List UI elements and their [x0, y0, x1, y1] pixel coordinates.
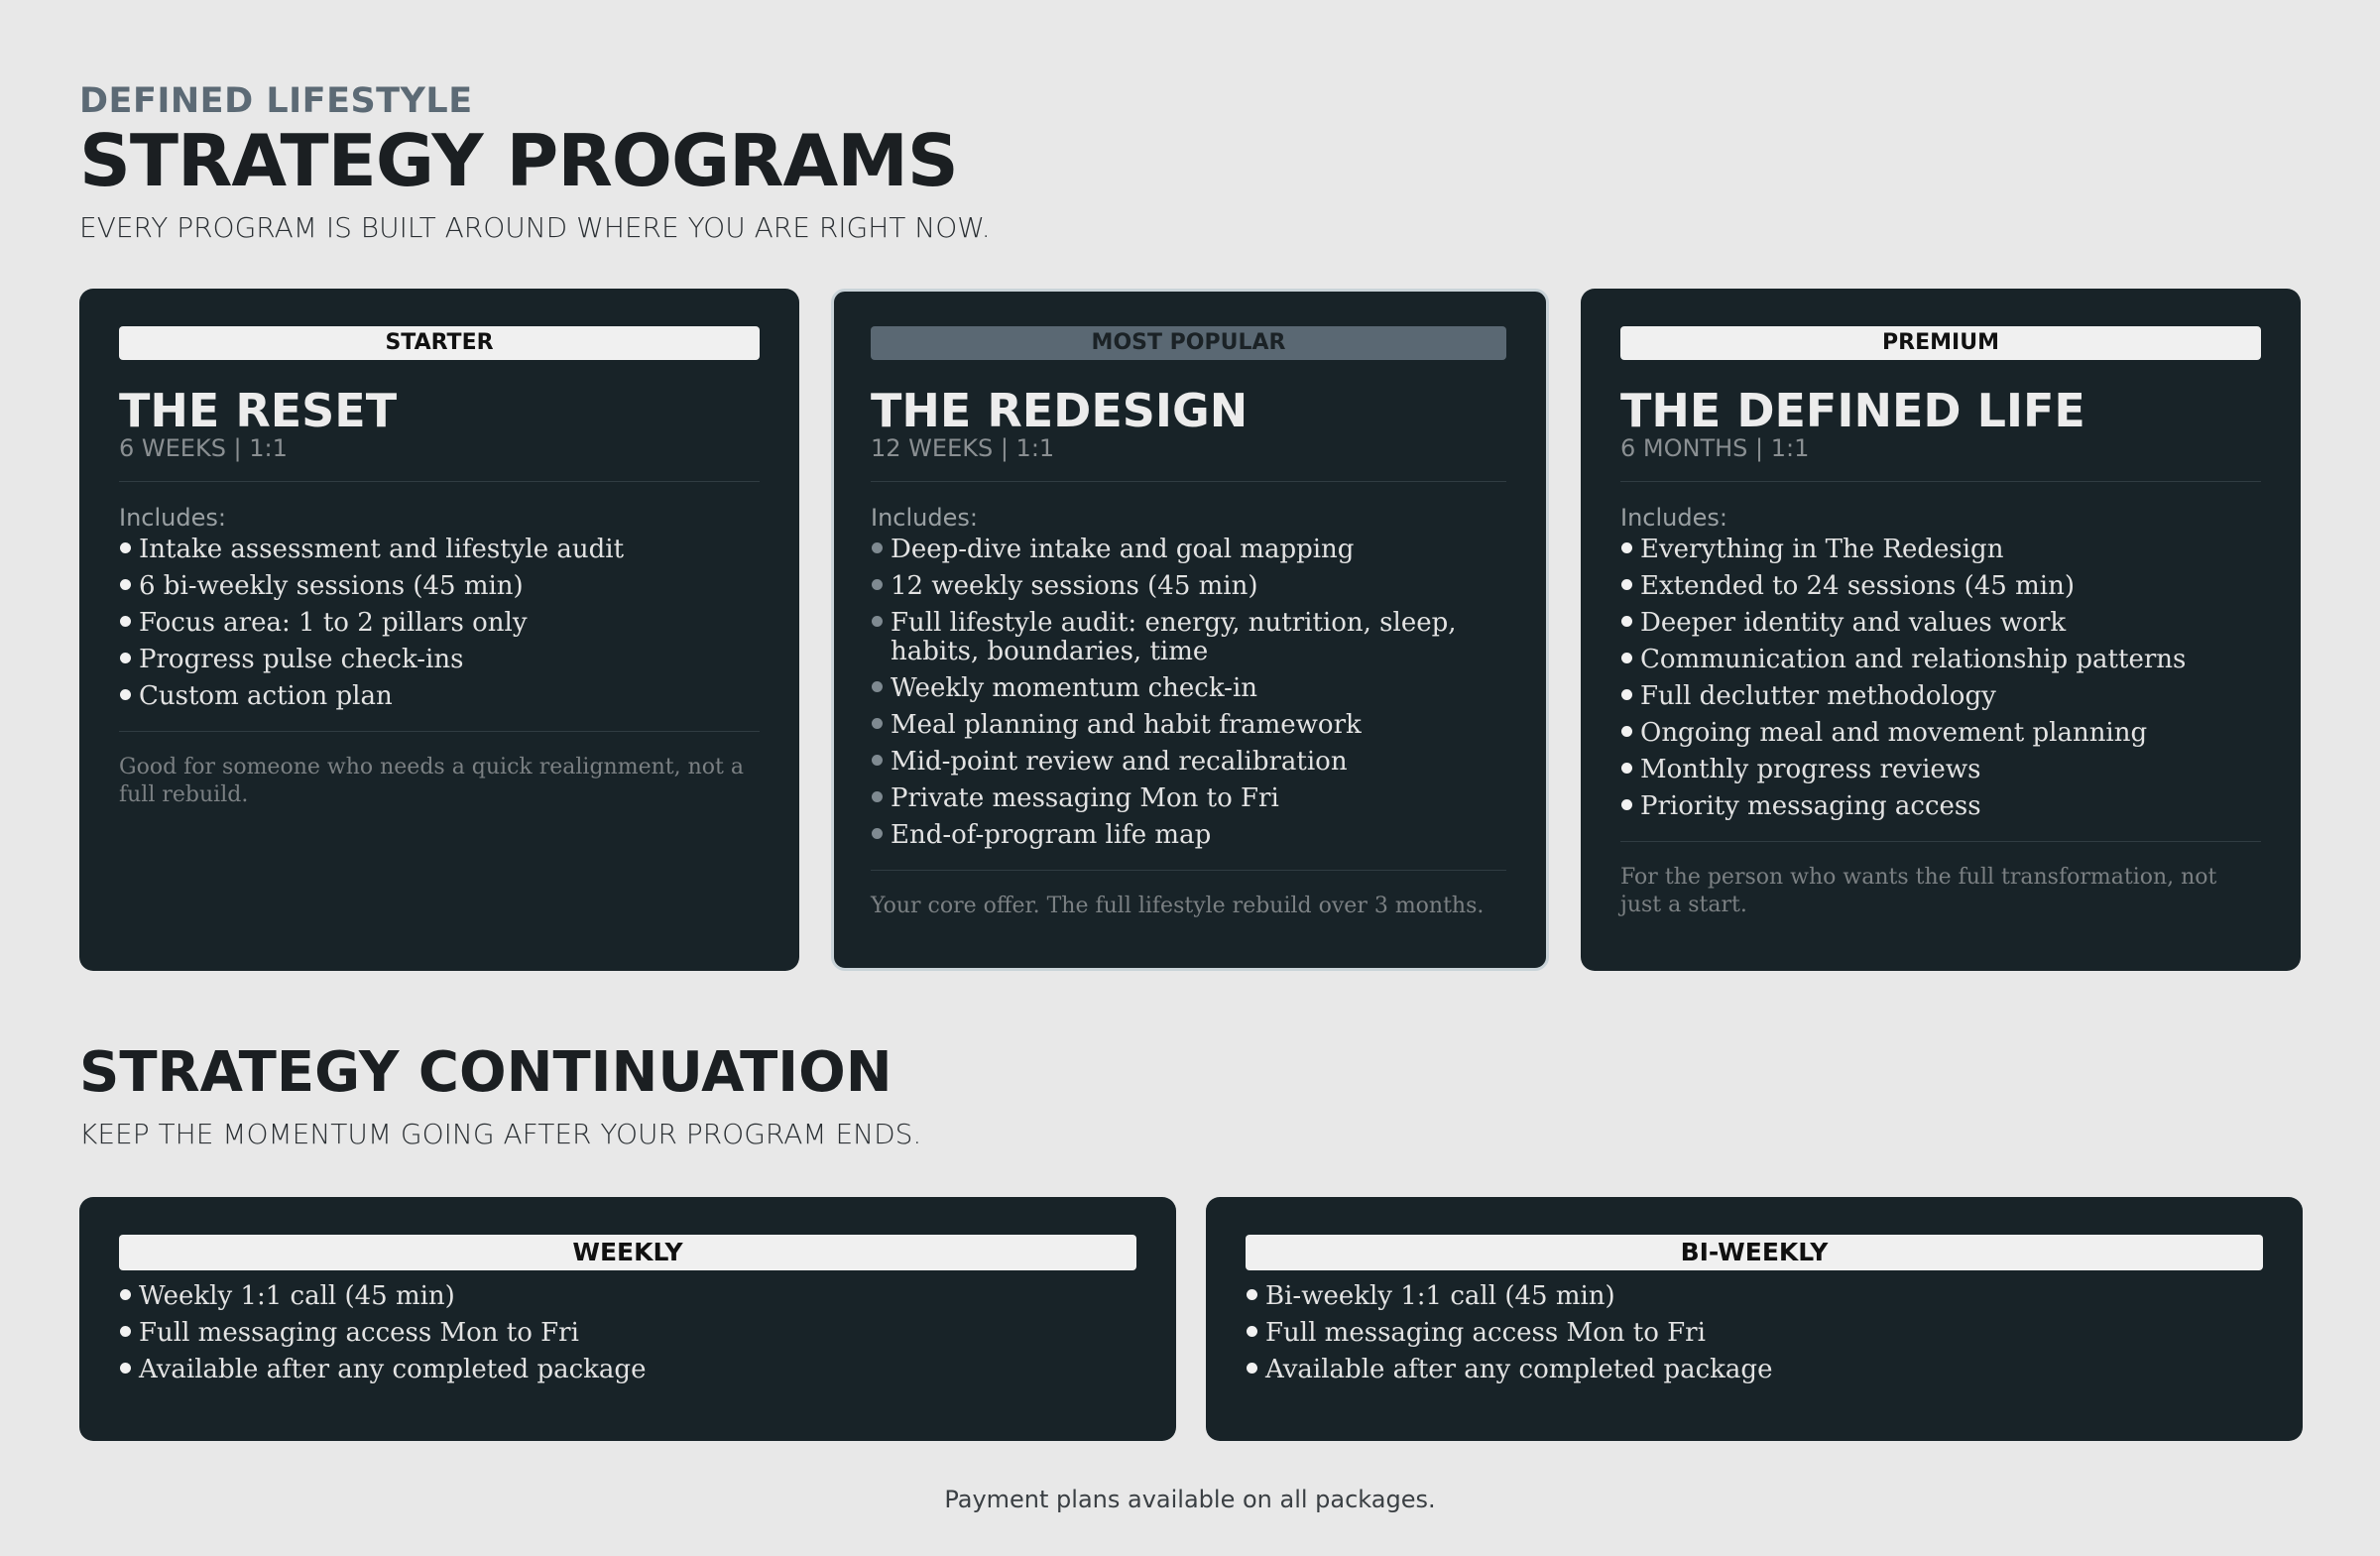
feature-item: Bi-weekly 1:1 call (45 min): [1246, 1282, 2263, 1311]
divider: [119, 731, 760, 732]
continuation-card-weekly: [79, 1197, 1176, 1441]
feature-item: Full messaging access Mon to Fri: [119, 1319, 1136, 1348]
tier-badge: BI-WEEKLY: [1246, 1235, 2263, 1270]
divider: [1620, 841, 2261, 842]
continuation-card-bi-weekly: [1206, 1197, 2303, 1441]
tier-badge: PREMIUM: [1620, 326, 2261, 360]
divider: [119, 481, 760, 482]
feature-item: Full messaging access Mon to Fri: [1246, 1319, 2263, 1348]
program-note: For the person who wants the full transformation, not just a start.: [1620, 865, 2217, 917]
feature-item: 12 weekly sessions (45 min): [871, 572, 1506, 601]
payment-plans-note: Payment plans available on all packages.: [944, 1486, 1436, 1513]
program-card-reset: [79, 289, 799, 971]
feature-item: Intake assessment and lifestyle audit: [119, 536, 760, 564]
feature-item: End-of-program life map: [871, 821, 1506, 850]
feature-item: Full lifestyle audit: energy, nutrition, sleep, habits, boundaries, time: [871, 609, 1506, 666]
programs-grid: [79, 289, 2301, 971]
tier-badge: STARTER: [119, 326, 760, 360]
includes-label: Includes:: [1620, 504, 1727, 532]
program-meta: 12 WEEKS | 1:1: [871, 434, 1055, 462]
continuation-title: STRATEGY CONTINUATION: [79, 1040, 892, 1105]
continuation-grid: [79, 1197, 2301, 1441]
divider: [871, 870, 1506, 871]
includes-label: Includes:: [871, 504, 978, 532]
program-note: Your core offer. The full lifestyle rebuild over 3 months.: [871, 894, 1485, 918]
feature-item: Ongoing meal and movement planning: [1620, 719, 2261, 748]
feature-item: Weekly 1:1 call (45 min): [119, 1282, 1136, 1311]
feature-item: Progress pulse check-ins: [119, 646, 760, 674]
program-card-defined-life: [1581, 289, 2301, 971]
feature-list: [119, 536, 760, 711]
feature-item: Mid-point review and recalibration: [871, 748, 1506, 777]
program-meta: 6 MONTHS | 1:1: [1620, 434, 1810, 462]
feature-item: Deep-dive intake and goal mapping: [871, 536, 1506, 564]
page-subtitle: EVERY PROGRAM IS BUILT AROUND WHERE YOU ARE RIGHT NOW.: [79, 211, 991, 244]
feature-item: Full declutter methodology: [1620, 682, 2261, 711]
feature-item: Monthly progress reviews: [1620, 756, 2261, 784]
feature-item: Available after any completed package: [1246, 1356, 2263, 1384]
feature-item: Extended to 24 sessions (45 min): [1620, 572, 2261, 601]
tier-badge: WEEKLY: [119, 1235, 1136, 1270]
program-note: Good for someone who needs a quick realignment, not a full rebuild.: [119, 755, 744, 807]
feature-item: Private messaging Mon to Fri: [871, 784, 1506, 813]
continuation-subtitle: KEEP THE MOMENTUM GOING AFTER YOUR PROGRAM ENDS.: [79, 1118, 922, 1150]
feature-item: Available after any completed package: [119, 1356, 1136, 1384]
tier-badge: MOST POPULAR: [871, 326, 1506, 360]
includes-label: Includes:: [119, 504, 226, 532]
feature-list: [1246, 1282, 2263, 1384]
feature-item: Weekly momentum check-in: [871, 674, 1506, 703]
feature-item: Deeper identity and values work: [1620, 609, 2261, 638]
feature-item: 6 bi-weekly sessions (45 min): [119, 572, 760, 601]
brand-eyebrow: DEFINED LIFESTYLE: [79, 81, 473, 121]
feature-item: Custom action plan: [119, 682, 760, 711]
page: [79, 81, 2301, 1384]
feature-item: Focus area: 1 to 2 pillars only: [119, 609, 760, 638]
feature-list: [1620, 536, 2261, 821]
program-meta: 6 WEEKS | 1:1: [119, 434, 288, 462]
feature-list: [119, 1282, 1136, 1384]
divider: [871, 481, 1506, 482]
feature-item: Everything in The Redesign: [1620, 536, 2261, 564]
program-title: THE DEFINED LIFE: [1620, 384, 2085, 437]
divider: [1620, 481, 2261, 482]
feature-item: Priority messaging access: [1620, 792, 2261, 821]
feature-item: Meal planning and habit framework: [871, 711, 1506, 740]
program-card-redesign: [831, 289, 1549, 971]
program-title: THE REDESIGN: [871, 384, 1249, 437]
program-title: THE RESET: [119, 384, 398, 437]
feature-item: Communication and relationship patterns: [1620, 646, 2261, 674]
page-title: STRATEGY PROGRAMS: [79, 119, 958, 202]
feature-list: [871, 536, 1506, 850]
